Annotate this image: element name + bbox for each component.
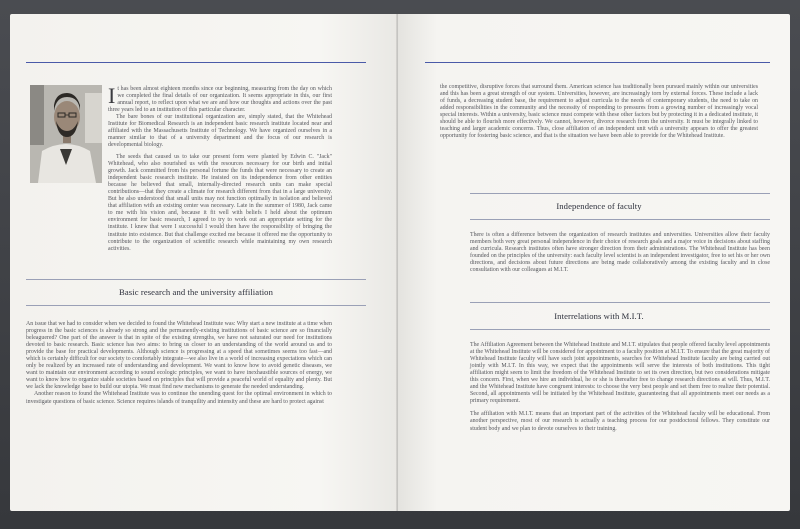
independence-paragraph: There is often a difference between the organization of research institutes and universities. Universities allow their faculty members both very great personal independence in their choice of research goals and a major voice in decisions about staffing and curricula. Research institutes often have stronger direction from their administrations. The Whitehead Institute has been founded on the principles of the university: each faculty level scientist is an independent investigator, free to set his or her own directions, and decisions about future directions are being made collaboratively among the existing faculty and in close consultation with our colleagues at M.I.T.: [470, 232, 770, 274]
independence-text: [470, 232, 770, 274]
basic-research-text: [26, 321, 332, 406]
mit-text: [470, 342, 770, 433]
right-heading1-rule-bottom: [470, 219, 770, 220]
right-top-rule: [425, 62, 770, 63]
section-heading-mit: Interrelations with M.I.T.: [554, 311, 644, 321]
right-heading2-rule-top: [470, 302, 770, 303]
basic-research-paragraph-2: Another reason to found the Whitehead Institute was to continue the unending quest for the optimal environment in which to investigate questions of basic science. Science requires islands of tranquility and intensity and these are hard to protect against: [26, 391, 332, 405]
section-heading-basic-research: Basic research and the university affiliation: [119, 287, 273, 297]
right-heading1-rule-top: [470, 193, 770, 194]
intro-paragraph-3: The seeds that caused us to take our present form were planted by Edwin C. "Jack" Whitehead, who also nourished us with the resources necessary for our birth and initial growth. Jack committed from his personal fortune the funds that were necessary to create an independent basic research institute. He insisted on its independence from other entities because he believed that small, internally-directed research units can make special contributions—that they create a climate for research different from that in a large university. But he also understood that small units may not function optimally in isolation and believed that affiliation with an existing center was necessary. Late in the summer of 1980, Jack came to me with his vision and, because it fit well with beliefs I held about the optimum environment for basic research, I agreed to try to work out an appropriate setting for the institute. I knew that were I successful I would then have the responsibility of bringing the institute into existence. But that challenge excited me because it offered me the opportunity to contribute to the organization of scientific research while maintaining my own research activities.: [108, 154, 332, 252]
intro-paragraph-1: t has been almost eighteen months since our beginning, measuring from the day on which we completed the final details of our organization. It seems appropriate in this, our first annual report, to reflect upon what we are and how our thoughts and actions over the past three years led to an institution of this particular character.: [108, 86, 332, 114]
portrait-photo: [30, 85, 102, 183]
basic-research-paragraph-1: An issue that we had to consider when we decided to found the Whitehead Institute was: Why start a new institute at a time when progress in the basic sciences is already so strong and the permanently-existing institutions of basic science are so financially beleaguered? One part of the answer is that in spite of the existing strengths, we have not saturated our need for institutions devoted to basic research. Basic science has two aims: to bring us closer to an understanding of the world around us and to provide the base for practical developments. Although science is progressing at a speed that sometimes seems too fast—and which is certainly difficult for our society to comfortably integrate—we also live in a world of increasing expectations which can only be realized by an increased rate of understanding and development. We want to know how to avoid genetic diseases, we want to maintain our environment according to sound ecologic principles, we want to have inexhaustible sources of energy, we want to know how to organize stable societies based on principles that will provide a peaceful world of equality and plenty. But we lack the knowledge base to build our utopia. We must find new mechanisms to generate the needed understanding.: [26, 321, 332, 391]
mit-paragraph-1: The Affiliation Agreement between the Whitehead Institute and M.I.T. stipulates that people offered faculty level appointments at the Whitehead Institute will be considered for appointment to a faculty position at M.I.T. To ensure that the great majority of Whitehead Institute faculty will have such joint appointments, searches for Whitehead Institute faculty are being carried out jointly with M.I.T. In this way, we expect that the appointments will serve the interests of both institutions. This tight affiliation might seem to limit the freedom of the Whitehead Institute to set its own direction, but two considerations mitigate this concern. First, when we hire an individual, he or she is thereafter free to change research directions at will. Thus, M.I.T. and the Whitehead Institute have congruent interests: to choose the very best people and set them free to realize their potential. Second, all appointments will be initiated by the Whitehead Institute, guaranteeing that all appointments meet our needs as a primary requirement.: [470, 342, 770, 405]
portrait-illustration: [30, 85, 102, 183]
intro-paragraph-3-upper: [108, 154, 332, 252]
continued-text: [440, 84, 758, 140]
left-heading-rule-bottom: [26, 305, 366, 306]
intro-text-narrow: [108, 83, 332, 149]
left-heading-rule-top: [26, 279, 366, 280]
continued-paragraph: the competitive, disruptive forces that surround them. American science has traditionally been pursued mainly within our universities and this has been a great strength of our system. Universities, however, are increasingly torn by external forces. These include a lack of funds, a decreasing student base, the requirement to adjust curricula to the needs of contemporary students, the need to take on added responsibilities in the community and the necessity of responding to pressures from a growing number of increasingly vocal special interests. Within a university, basic science must compete with these other factors but by protecting it in a dedicated institute, it should be able to flourish more effectively. We cannot, however, divorce research from the university. It must be integrally linked to teaching and larger academic concerns. Thus, close affiliation of an independent unit with a university appears to offer the greatest opportunity for fostering basic science, and that is the situation we have been able to provide for the Whitehead Institute.: [440, 84, 758, 140]
drop-cap: I: [108, 83, 116, 108]
section-heading-independence: Independence of faculty: [556, 201, 642, 211]
left-top-rule: [26, 62, 366, 63]
right-heading2-rule-bottom: [470, 329, 770, 330]
mit-paragraph-2: The affiliation with M.I.T. means that an important part of the activities of the Whitehead faculty will be educational. From another perspective, most of our research is actually a teaching process for our postdoctoral fellows. They constitute our student body and we plan to devote ourselves to their training.: [470, 411, 770, 432]
intro-paragraph-2: The bare bones of our institutional organization are, simply stated, that the Whitehead Institute for Biomedical Research is an independent basic research institute located near and affiliated with the Massachusetts Institute of Technology. We have organized ourselves in a manner similar to that of a university department and the focus of our research is developmental biology.: [108, 114, 332, 149]
